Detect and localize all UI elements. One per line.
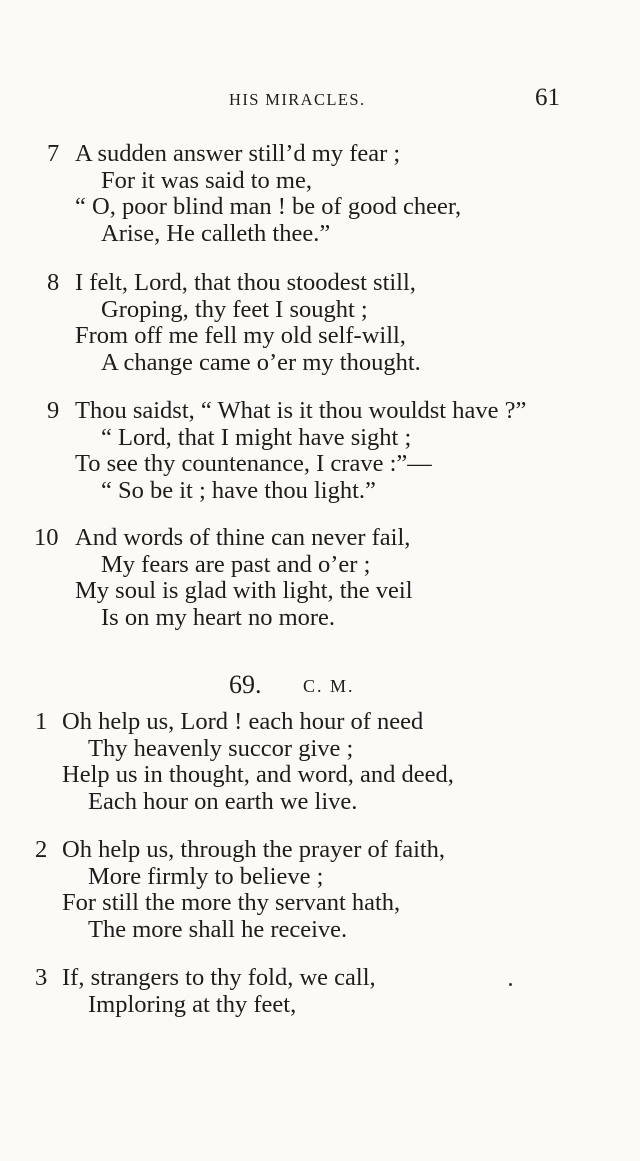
verse-line: The more shall he receive. xyxy=(88,916,348,943)
verse-line: My soul is glad with light, the veil xyxy=(75,577,413,604)
verse-line: “ O, poor blind man ! be of good cheer, xyxy=(75,193,462,220)
stanza-number: 9 xyxy=(47,397,60,424)
verse-line: For it was said to me, xyxy=(101,167,312,194)
verse-line: Thou saidst, “ What is it thou wouldst have ?” xyxy=(75,397,527,424)
stanza-number: 7 xyxy=(47,140,60,167)
verse-line: Imploring at thy feet, xyxy=(88,991,297,1018)
stanza-number: 2 xyxy=(35,836,48,863)
ink-speck xyxy=(509,983,512,986)
hymn-heading xyxy=(0,668,640,702)
verse-line: I felt, Lord, that thou stoodest still, xyxy=(75,269,416,296)
verse-line: Groping, thy feet I sought ; xyxy=(101,296,368,323)
verse-line: Help us in thought, and word, and deed, xyxy=(62,761,454,788)
verse-line: Is on my heart no more. xyxy=(101,604,336,631)
verse-line: And words of thine can never fail, xyxy=(75,524,411,551)
verse-line: For still the more thy servant hath, xyxy=(62,889,401,916)
verse-line: From off me fell my old self-will, xyxy=(75,322,406,349)
stanza-number: 3 xyxy=(35,964,48,991)
verse-line: Oh help us, Lord ! each hour of need xyxy=(62,708,424,735)
verse-line: If, strangers to thy fold, we call, xyxy=(62,964,376,991)
verse-line: Arise, He calleth thee.” xyxy=(101,220,331,247)
running-title: HIS MIRACLES. xyxy=(229,90,366,109)
stanza-number: 1 xyxy=(35,708,48,735)
hymn-meter: C. M. xyxy=(303,676,355,696)
running-head xyxy=(0,84,640,120)
verse-line: Oh help us, through the prayer of faith, xyxy=(62,836,446,863)
stanza-number: 8 xyxy=(47,269,60,296)
verse-line: “ So be it ; have thou light.” xyxy=(101,477,376,504)
verse-line: Each hour on earth we live. xyxy=(88,788,358,815)
verse-line: To see thy countenance, I crave :”— xyxy=(75,450,432,477)
verse-line: A sudden answer still’d my fear ; xyxy=(75,140,401,167)
verse-line: A change came o’er my thought. xyxy=(101,349,421,376)
stanza-number: 10 xyxy=(34,524,59,551)
verse-line: “ Lord, that I might have sight ; xyxy=(101,424,412,451)
verse-line: My fears are past and o’er ; xyxy=(101,551,371,578)
hymn-number: 69. xyxy=(229,670,262,699)
page-number: 61 xyxy=(535,84,560,111)
verse-line: Thy heavenly succor give ; xyxy=(88,735,354,762)
verse-line: More firmly to believe ; xyxy=(88,863,324,890)
